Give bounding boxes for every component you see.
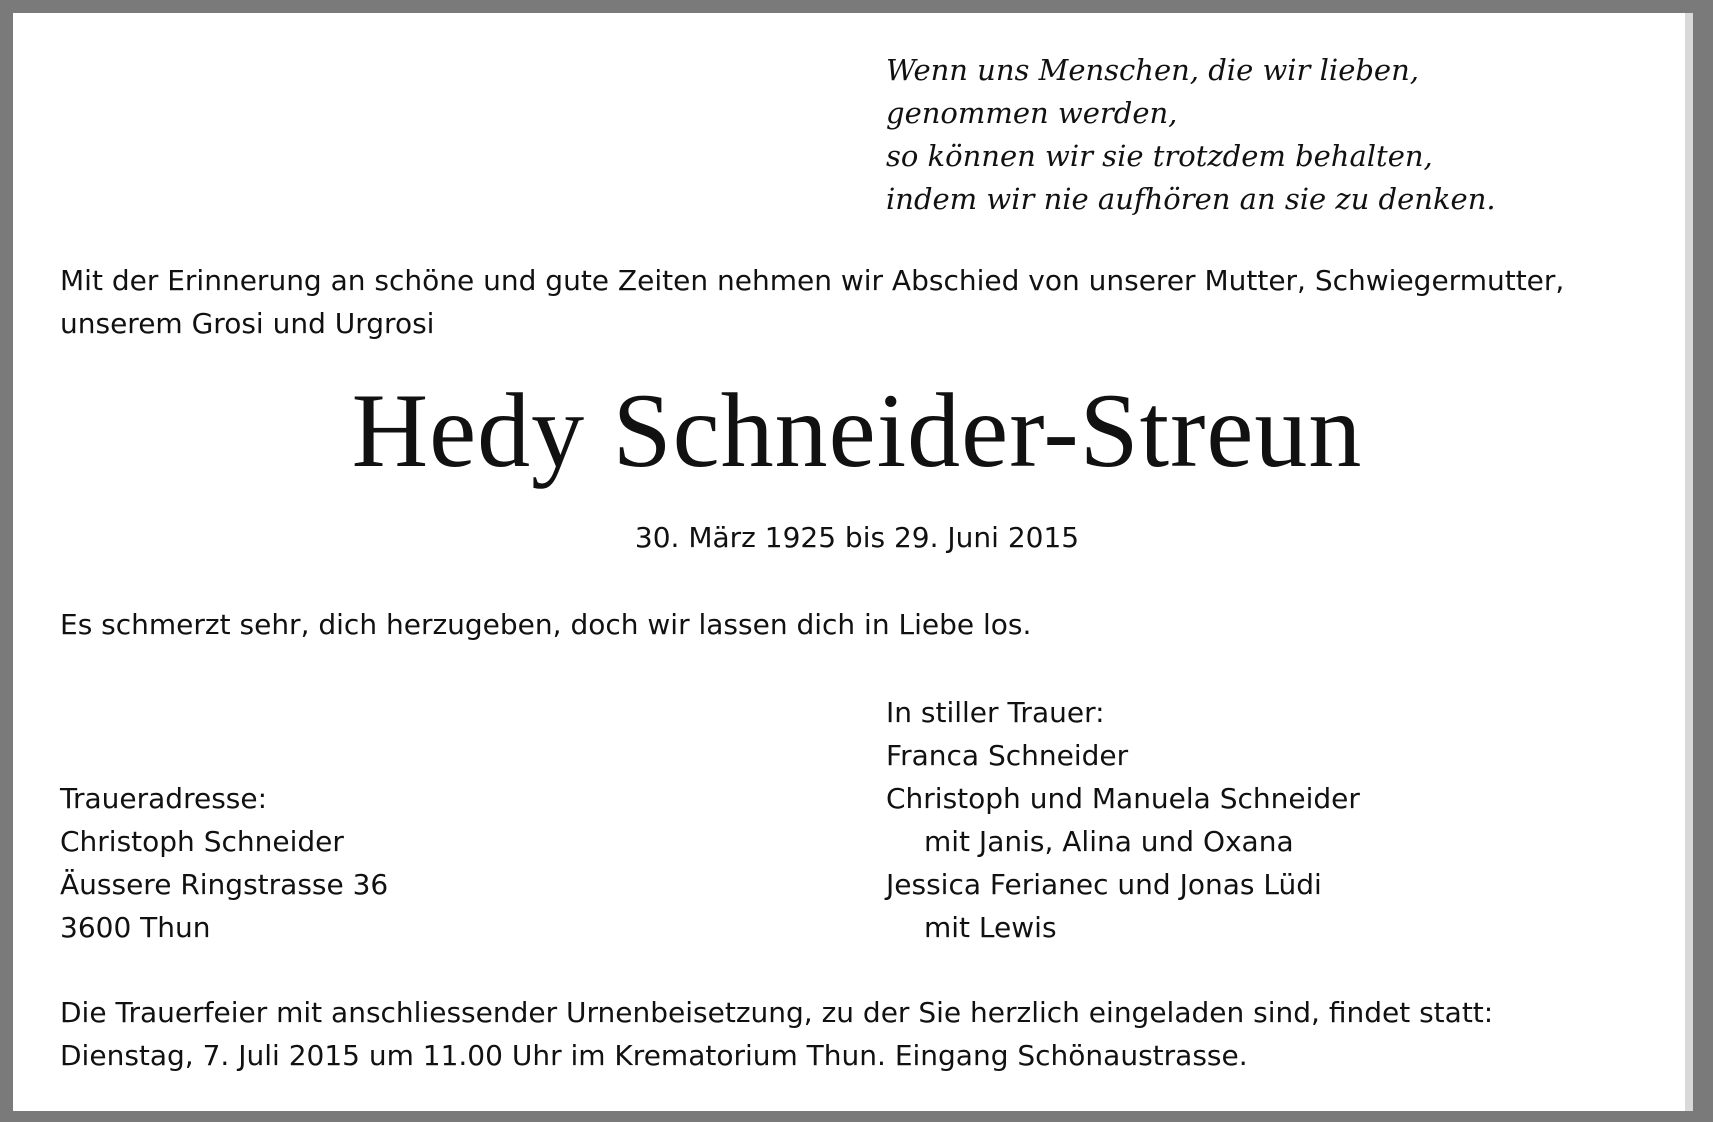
ceremony-info — [60, 991, 1654, 1077]
address-line: Äussere Ringstrasse 36 — [60, 868, 389, 901]
address-line: 3600 Thun — [60, 911, 211, 944]
address-heading: Traueradresse: — [60, 782, 268, 815]
poem-line: so können wir sie trotzdem behalten, — [886, 139, 1433, 173]
intro-line: unserem Grosi und Urgrosi — [60, 307, 435, 340]
mourning-address — [60, 777, 660, 949]
mourner-line: Jessica Ferianec und Jonas Lüdi — [886, 868, 1322, 901]
poem-line: Wenn uns Menschen, die wir lieben, — [886, 53, 1419, 87]
farewell-quote: Es schmerzt sehr, dich herzugeben, doch wir lassen dich in Liebe los. — [60, 608, 1032, 641]
intro-line: Mit der Erinnerung an schöne und gute Zeiten nehmen wir Abschied von unserer Mutter, Schwiegermutter, — [60, 264, 1565, 297]
intro-text — [60, 259, 1660, 345]
mourner-line: Franca Schneider — [886, 739, 1129, 772]
obituary-notice — [13, 13, 1693, 1111]
ceremony-line: Die Trauerfeier mit anschliessender Urnenbeisetzung, zu der Sie herzlich eingeladen sind, findet statt: — [60, 996, 1494, 1029]
mourners-heading: In stiller Trauer: — [886, 696, 1105, 729]
life-dates: 30. März 1925 bis 29. Juni 2015 — [634, 521, 1080, 554]
poem-block — [886, 49, 1646, 221]
poem-line: genommen werden, — [886, 96, 1178, 130]
ceremony-line: Dienstag, 7. Juli 2015 um 11.00 Uhr im Krematorium Thun. Eingang Schönaustrasse. — [60, 1039, 1248, 1072]
mourner-line: mit Janis, Alina und Oxana — [924, 825, 1294, 858]
mourner-line: Christoph und Manuela Schneider — [886, 782, 1360, 815]
mourners-block — [886, 691, 1666, 949]
poem-line: indem wir nie aufhören an sie zu denken. — [886, 182, 1496, 216]
address-line: Christoph Schneider — [60, 825, 344, 858]
deceased-name: Hedy Schneider-Streun — [351, 372, 1363, 489]
mourner-line: mit Lewis — [924, 911, 1057, 944]
